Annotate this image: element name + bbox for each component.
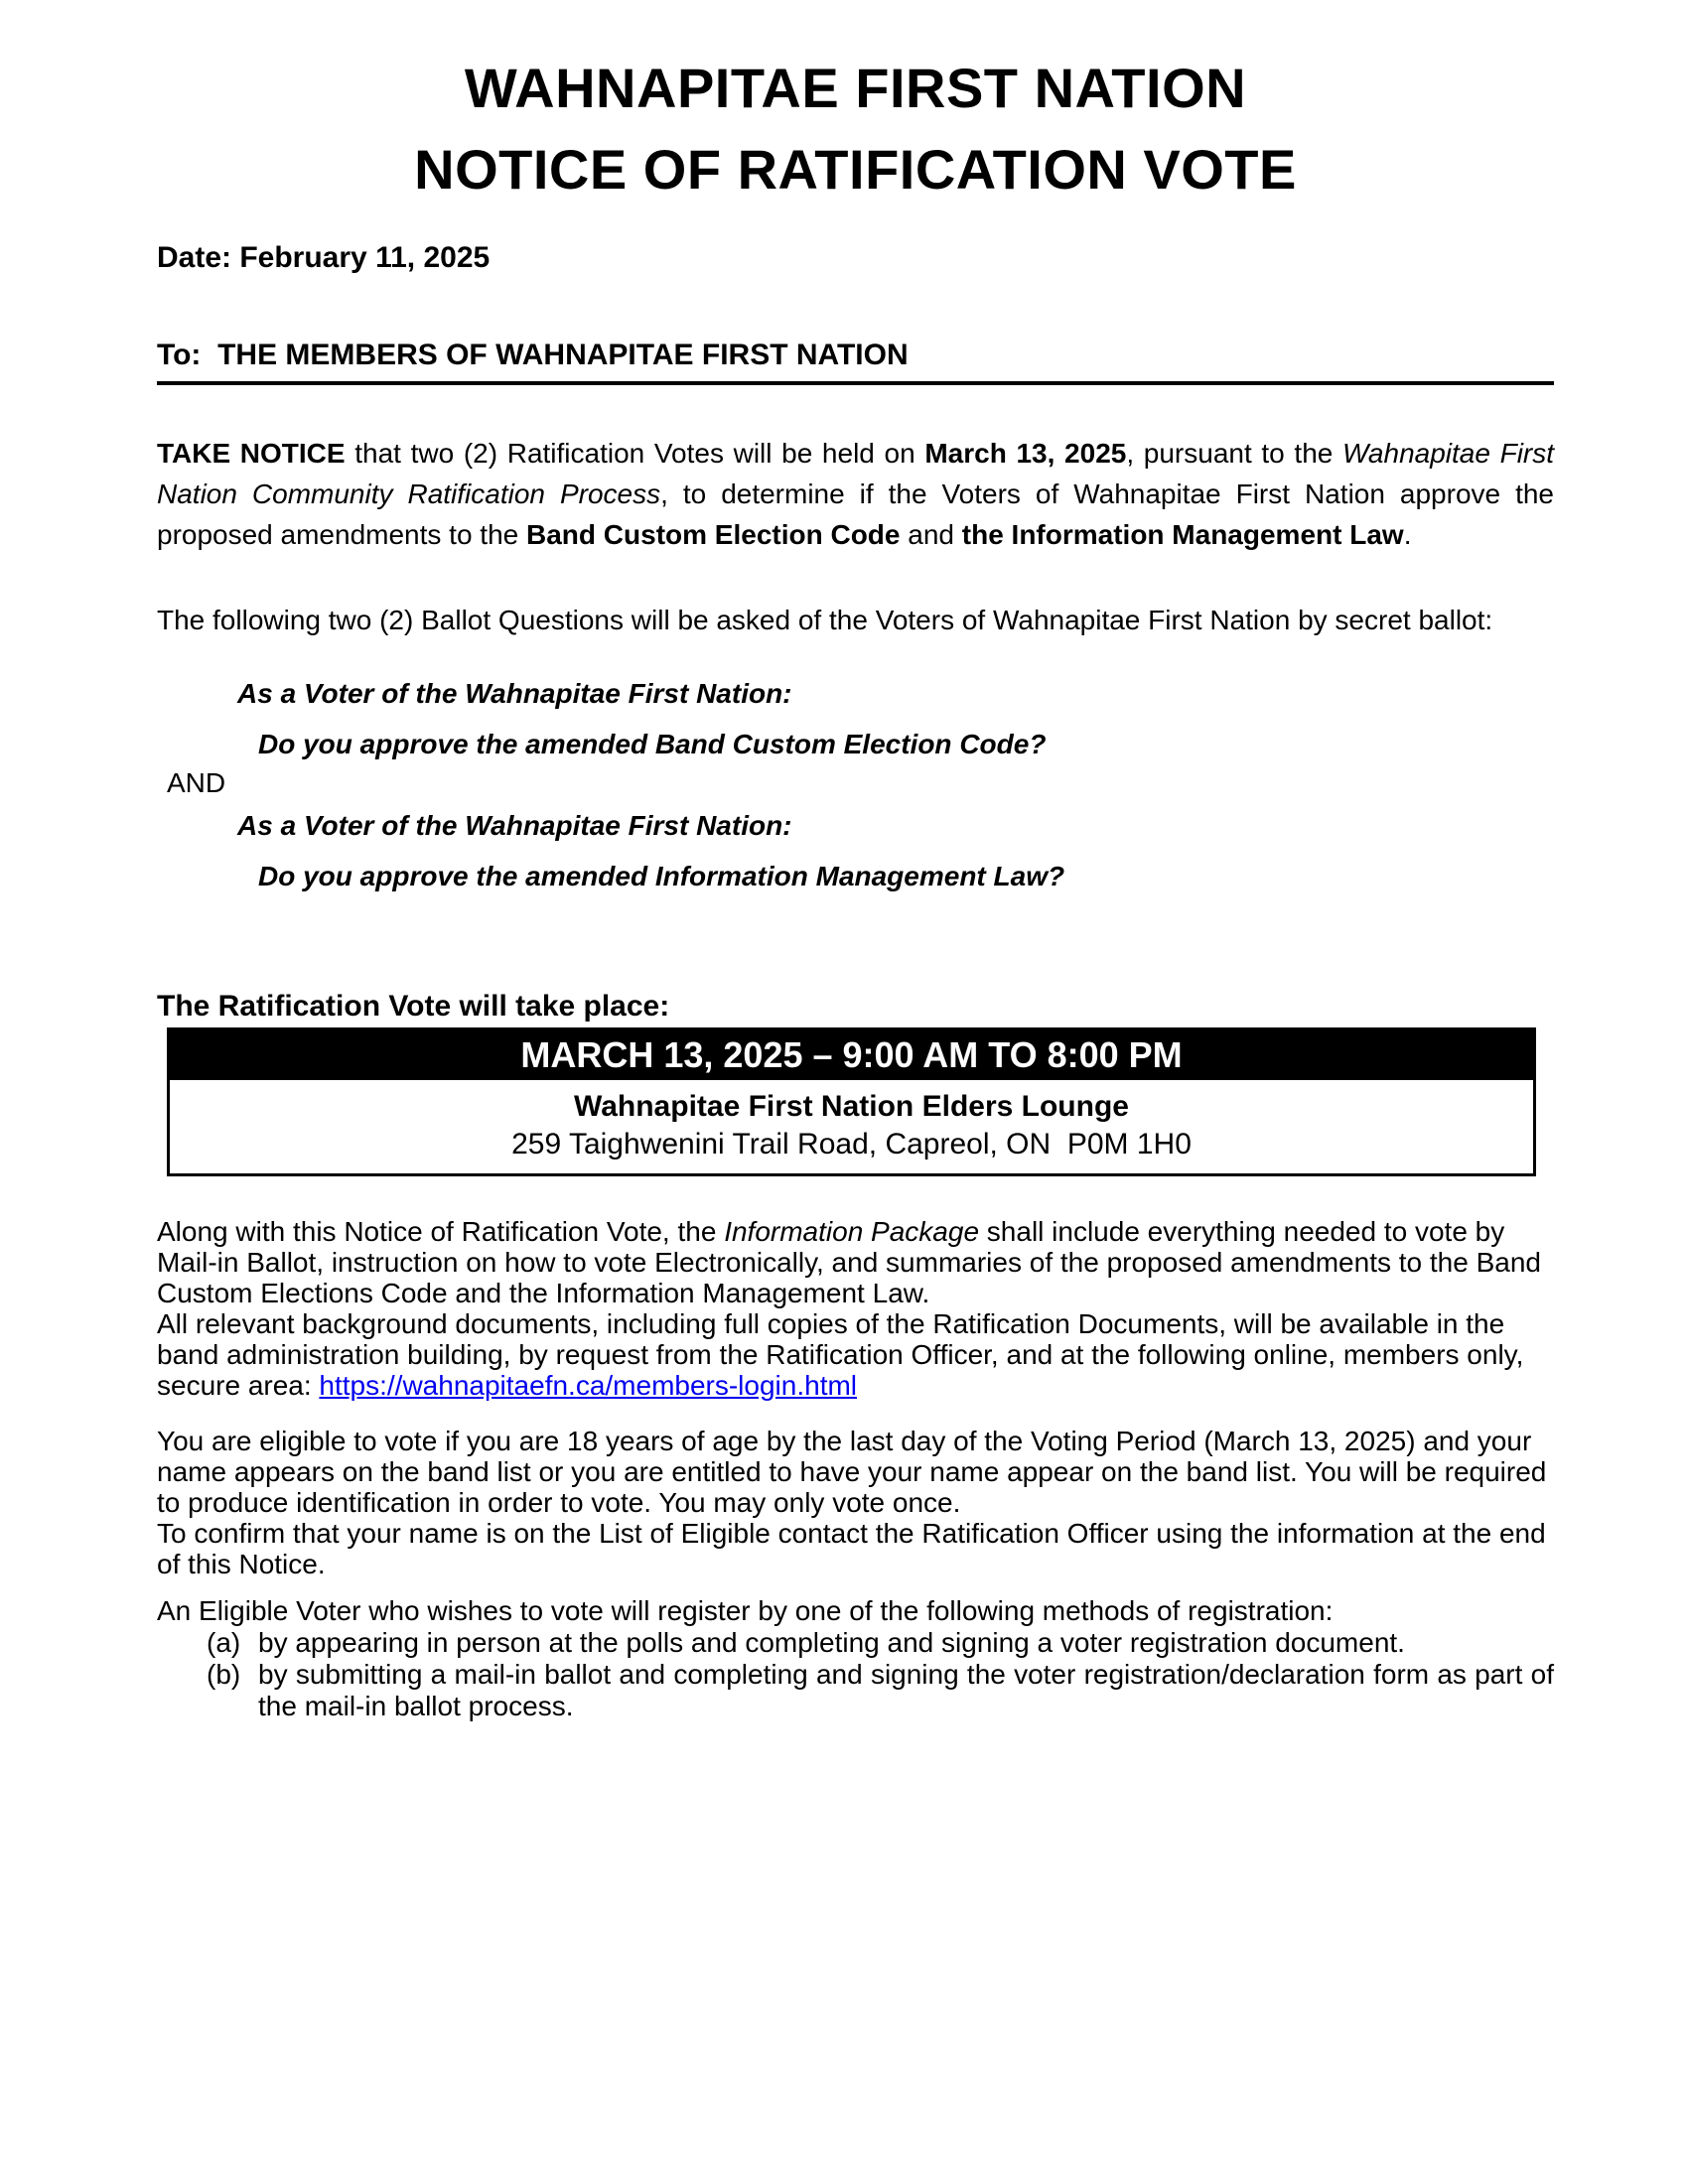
vote-venue	[170, 1080, 1533, 1173]
document-title	[157, 48, 1554, 210]
registration-methods-block	[157, 1595, 1554, 1722]
take-notice-text-4: and	[900, 519, 962, 550]
to-line: To: THE MEMBERS OF WAHNAPITAE FIRST NATION	[157, 338, 1554, 385]
information-package-italic: Information Package	[724, 1216, 980, 1247]
title-line-2: NOTICE OF RATIFICATION VOTE	[414, 138, 1297, 201]
ballot-question-1: Do you approve the amended Band Custom Election Code?	[258, 729, 1047, 759]
vote-details-box	[167, 1027, 1536, 1176]
vote-place-heading: The Ratification Vote will take place:	[157, 990, 670, 1023]
ballot-questions-intro-paragraph: The following two (2) Ballot Questions will be asked of the Voters of Wahnapitae First Nation by secret ballot:	[157, 605, 1493, 635]
members-login-link[interactable]: https://wahnapitaefn.ca/members-login.html	[319, 1370, 858, 1401]
take-notice-paragraph	[157, 433, 1554, 555]
registration-item-a-text: by appearing in person at the polls and completing and signing a voter registration document.	[258, 1627, 1405, 1658]
info-package-text-1: Along with this Notice of Ratification Vote, the	[157, 1216, 725, 1247]
information-law-bold: the Information Management Law	[961, 519, 1404, 550]
ballot-question-2-intro: As a Voter of the Wahnapitae First Nation:	[237, 810, 792, 841]
take-notice-text-1: that two (2) Ratification Votes will be held on	[345, 438, 925, 469]
eligibility-paragraph	[157, 1426, 1554, 1579]
take-notice-text-2: , pursuant to the	[1126, 438, 1342, 469]
ballot-questions-block	[157, 678, 1554, 891]
take-notice-text-3: , to determine if the Voters of Wahnapitae First Nation approve the proposed amendments to the	[157, 478, 1554, 550]
ballot-question-2: Do you approve the amended Information Management Law?	[258, 861, 1065, 891]
registration-item-b	[157, 1659, 1554, 1722]
information-package-paragraph	[157, 1216, 1554, 1401]
registration-item-a-marker: (a)	[207, 1627, 241, 1658]
registration-item-b-text: by submitting a mail-in ballot and completing and signing the voter registration/declaration form as part of the mail-in ballot process.	[258, 1659, 1554, 1721]
registration-intro: An Eligible Voter who wishes to vote will register by one of the following methods of registration:	[157, 1595, 1334, 1626]
venue-name: Wahnapitae First Nation Elders Lounge	[574, 1090, 1129, 1123]
info-package-text-3: All relevant background documents, including full copies of the Ratification Documents, will be available in the band administration building, by request from the Ratification Officer, and at the following online, members only, secure area:	[157, 1308, 1524, 1401]
take-notice-text-5: .	[1403, 519, 1412, 550]
eligibility-text-2: To confirm that your name is on the List of Eligible contact the Ratification Officer using the information at the end of this Notice.	[157, 1518, 1546, 1579]
registration-item-a	[157, 1627, 1554, 1659]
election-code-bold: Band Custom Election Code	[526, 519, 901, 550]
venue-address: 259 Taighwenini Trail Road, Capreol, ON P0M 1H0	[511, 1128, 1192, 1160]
registration-item-b-marker: (b)	[207, 1659, 241, 1690]
title-line-1: WAHNAPITAE FIRST NATION	[464, 57, 1247, 119]
ballot-question-1-intro: As a Voter of the Wahnapitae First Nation:	[237, 678, 792, 709]
take-notice-lead: TAKE NOTICE	[157, 438, 346, 469]
ballot-conjunction: AND	[167, 767, 226, 798]
date-line: Date: February 11, 2025	[157, 241, 491, 274]
ratification-process-italic: Wahnapitae First Nation Community Ratification Process	[157, 438, 1555, 509]
info-package-text-2: shall include everything needed to vote by Mail-in Ballot, instruction on how to vote Electronically, and summaries of the proposed amendments to the Band Custom Elections Code and the Information Management Law.	[157, 1216, 1541, 1308]
eligibility-text-1: You are eligible to vote if you are 18 years of age by the last day of the Voting Period (March 13, 2025) and your name appears on the band list or you are entitled to have your name appear on the band list. You will be required to produce identification in order to vote. You may only vote once.	[157, 1426, 1547, 1518]
vote-datetime-banner: MARCH 13, 2025 – 9:00 AM TO 8:00 PM	[170, 1030, 1533, 1080]
vote-date-bold: March 13, 2025	[924, 438, 1127, 469]
